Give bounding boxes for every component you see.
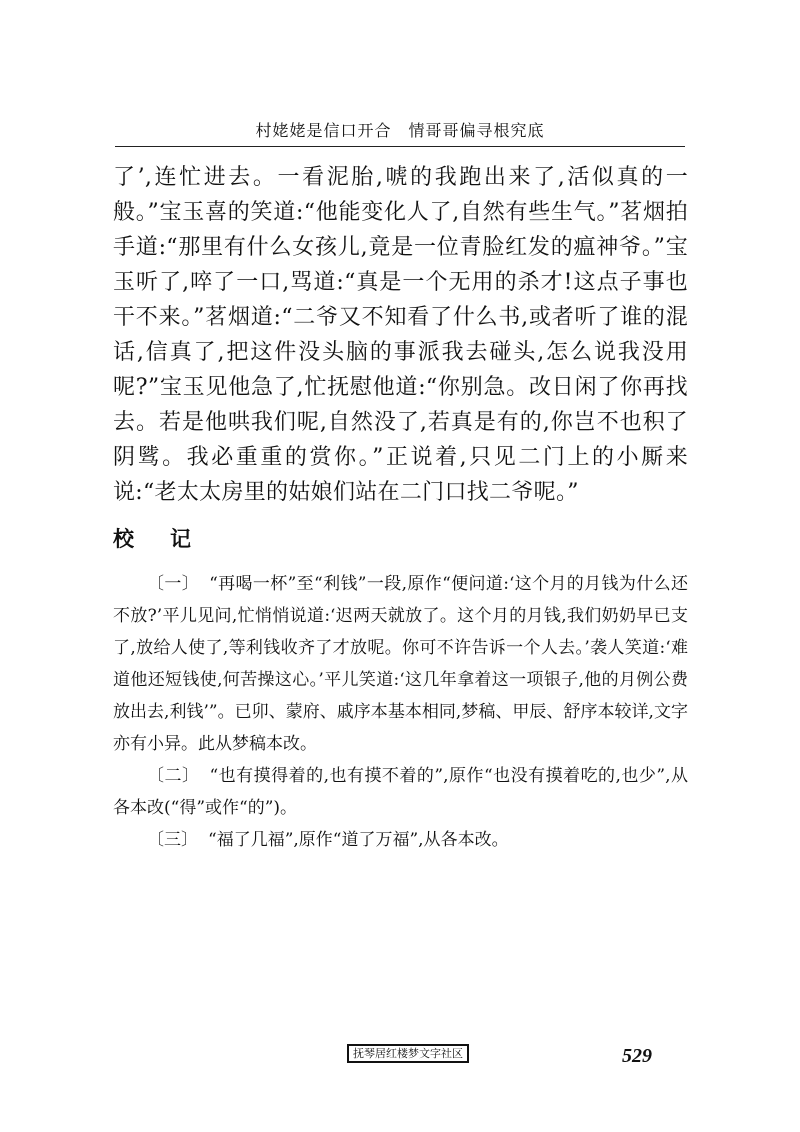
page-number: 529 [622,1045,652,1067]
note-number: 〔三〕 [147,830,198,850]
section-title: 校记 [113,526,227,551]
note-number: 〔二〕 [147,766,200,786]
note-text: “再喝一杯”至“利钱”一段,原作“便问道:‘这个月的月钱为什么还不放?’平儿见问,忙悄悄说道:‘迟两天就放了。这个月的月钱,我们奶奶早已支了,放给人使了,等利钱收齐了才放呢。你可不许告诉一个人去。’袭人笑道:‘难道他还短钱使,何苦操这心。’平儿笑道:‘这几年拿着这一项银子,他的月例公费放出去,利钱’”。已卯、蒙府、戚序本基本相同,梦稿、甲辰、舒序本较详,文字亦有小异。此从梦稿本改。 [113,574,688,754]
footer-stamp: 抚琴居红楼梦文字社区 [347,1044,469,1063]
header-rule [115,146,685,147]
main-text [113,160,688,510]
note-item [113,824,688,856]
note-text: “福了几福”,原作“道了万福”,从各本改。 [208,830,509,850]
note-item [113,568,688,760]
body-paragraph: 了’,连忙进去。一看泥胎,唬的我跑出来了,活似真的一般。”宝玉喜的笑道:“他能变化人了,自然有些生气。”茗烟拍手道:“那里有什么女孩儿,竟是一位青脸红发的瘟神爷。”宝玉听了,啐了一口,骂道:“真是一个无用的杀才!这点子事也干不来。”茗烟道:“二爷又不知看了什么书,或者听了谁的混话,信真了,把这件没头脑的事派我去碰头,怎么说我没用呢?”宝玉见他急了,忙抚慰他道:“你别急。改日闲了你再找去。若是他哄我们呢,自然没了,若真是有的,你岂不也积了阴骘。我必重重的赏你。”正说着,只见二门上的小厮来说:“老太太房里的姑娘们站在二门口找二爷呢。” [113,165,688,505]
note-text: “也有摸得着的,也有摸不着的”,原作“也没有摸着吃的,也少”,从各本改(“得”或作“的”)。 [113,766,688,818]
note-item [113,760,688,824]
collation-notes [113,568,688,856]
running-head: 村姥姥是信口开合 情哥哥偏寻根究底 [255,121,545,140]
note-number: 〔一〕 [147,574,200,594]
